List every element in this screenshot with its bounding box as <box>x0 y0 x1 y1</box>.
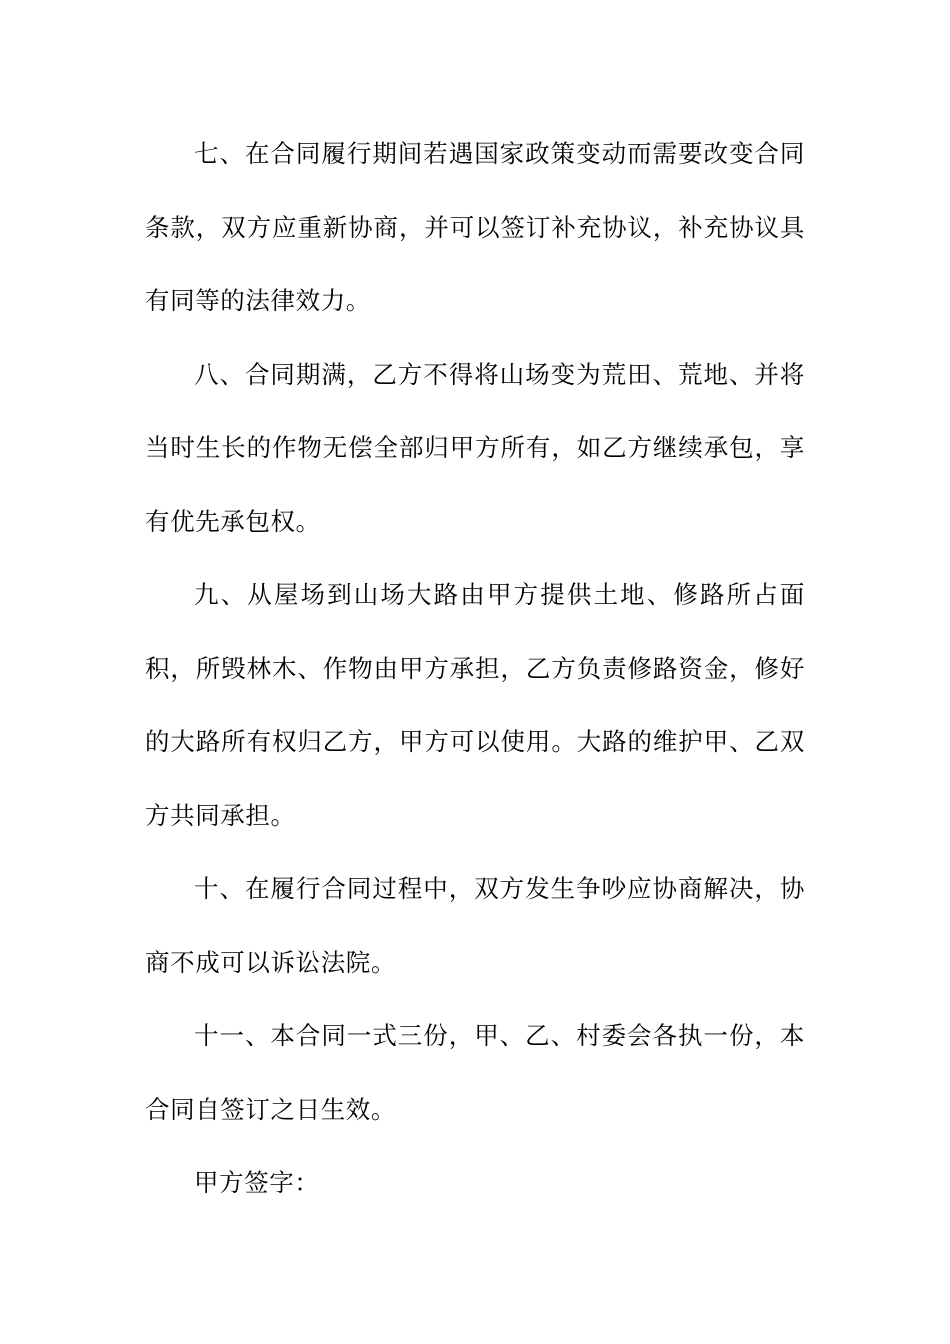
party-a-signature-label: 甲方签字： <box>194 1168 320 1197</box>
clause-11: 十一、本合同一式三份，甲、乙、村委会各执一份，本合同自签订之日生效。 <box>145 1021 805 1124</box>
clause-7: 七、在合同履行期间若遇国家政策变动而需要改变合同条款，双方应重新协商，并可以签订补充协议，补充协议具有同等的法律效力。 <box>145 139 805 315</box>
clause-10: 十、在履行合同过程中，双方发生争吵应协商解决，协商不成可以诉讼法院。 <box>145 874 805 977</box>
clause-9: 九、从屋场到山场大路由甲方提供土地、修路所占面积，所毁林木、作物由甲方承担，乙方负责修路资金，修好的大路所有权归乙方，甲方可以使用。大路的维护甲、乙双方共同承担。 <box>145 580 805 830</box>
document-body <box>145 117 805 1220</box>
clause-8: 八、合同期满，乙方不得将山场变为荒田、荒地、并将当时生长的作物无偿全部归甲方所有，如乙方继续承包，享有优先承包权。 <box>145 359 805 536</box>
